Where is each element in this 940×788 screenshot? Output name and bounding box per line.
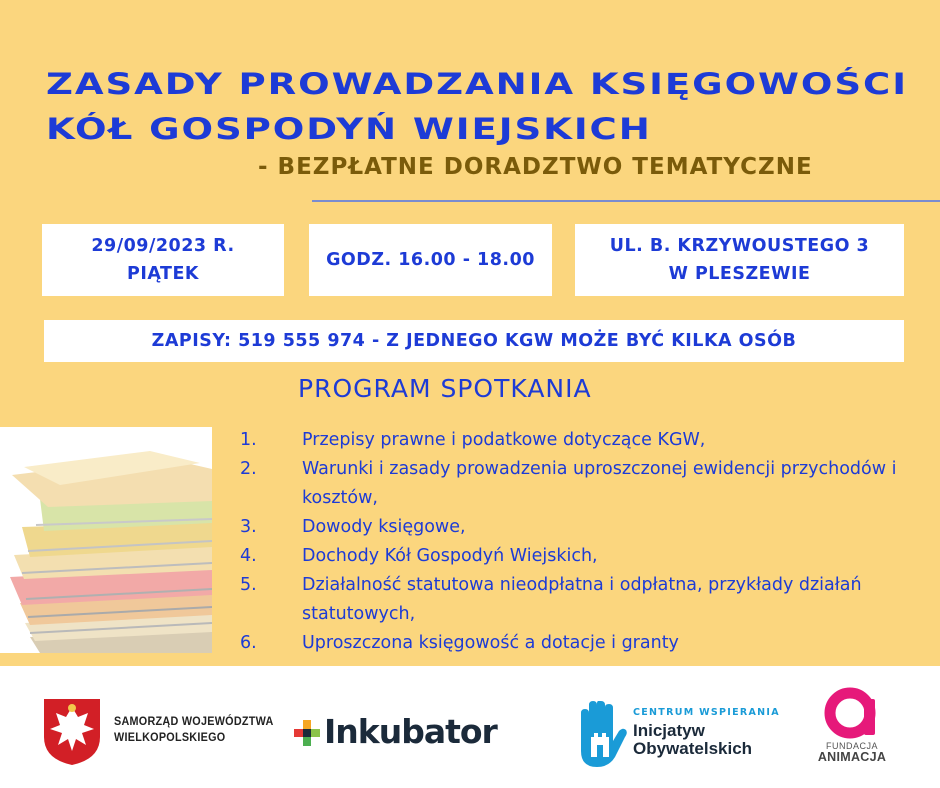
program-item: [240, 571, 930, 629]
cwio-line-2: Inicjatyw: [633, 721, 705, 740]
program-item: [240, 455, 930, 513]
folder-stack: [10, 451, 212, 653]
cwio-top-text: CENTRUM WSPIERANIA: [633, 707, 780, 718]
cwio-line-3: Obywatelskich: [633, 739, 753, 758]
hand-tower-icon: [571, 701, 633, 767]
program-item: [240, 542, 930, 571]
cwio-logo: [555, 697, 780, 769]
title-line-1: ZASADY PROWADZANIA KSIĘGOWOŚCI: [46, 67, 908, 101]
subtitle: - BEZPŁATNE DORADZTWO TEMATYCZNE: [258, 154, 813, 180]
program-item: [240, 629, 930, 658]
program-item-text: Dochody Kół Gospodyń Wiejskich,: [302, 546, 598, 566]
animacja-line-1: FUNDACJA: [825, 741, 878, 751]
program-item: [240, 513, 930, 542]
inkubator-logo: [294, 710, 534, 760]
program-item-text: Dowody księgowe,: [302, 517, 466, 537]
title-line-2: KÓŁ GOSPODYŃ WIEJSKICH: [46, 112, 652, 146]
location-box: [575, 224, 904, 296]
program-item-text: Warunki i zasady prowadzenia uproszczonej ewidencji przychodów i kosztów,: [302, 459, 897, 508]
program-item-number: 1.: [240, 430, 257, 450]
program-item: [240, 426, 930, 455]
time-box: [309, 224, 552, 296]
city-text: W PLESZEWIE: [668, 264, 811, 284]
program-item-text: Przepisy prawne i podatkowe dotyczące KGW,: [302, 430, 706, 450]
time-text: GODZ. 16.00 - 18.00: [326, 250, 535, 270]
program-item-number: 3.: [240, 517, 257, 537]
program-item-number: 2.: [240, 459, 257, 479]
program-list: [240, 426, 930, 658]
folders-illustration: [0, 427, 212, 653]
samorzad-line-1: SAMORZĄD WOJEWÓDZTWA: [114, 714, 274, 728]
signup-box: [44, 320, 904, 362]
program-item-number: 4.: [240, 546, 257, 566]
program-item-text: Działalność statutowa nieodpłatna i odpłatna, przykłady działań statutowych,: [302, 575, 862, 624]
inkubator-text: Inkubator: [324, 712, 497, 751]
address-text: UL. B. KRZYWOUSTEGO 3: [609, 236, 870, 256]
divider-line: [312, 200, 940, 202]
program-item-text: Uproszczona księgowość a dotacje i granty: [302, 633, 679, 653]
animacja-line-2: ANIMACJA: [817, 750, 887, 764]
signup-text: ZAPISY: 519 555 974 - Z JEDNEGO KGW MOŻE BYĆ KILKA OSÓB: [151, 331, 797, 351]
date-box: [42, 224, 284, 296]
date-text: 29/09/2023 R.: [91, 236, 235, 256]
inkubator-plus-icon: [294, 720, 320, 746]
weekday-text: PIĄTEK: [127, 264, 199, 284]
samorzad-line-2: WIELKOPOLSKIEGO: [114, 730, 226, 744]
coat-of-arms-icon: [42, 697, 102, 767]
animacja-a-icon: [804, 683, 900, 741]
animacja-logo: [804, 683, 900, 773]
program-item-number: 6.: [240, 633, 257, 653]
poster-title: [46, 62, 926, 152]
program-title: PROGRAM SPOTKANIA: [298, 374, 592, 403]
samorzad-logo: [42, 697, 272, 767]
program-item-number: 5.: [240, 575, 257, 595]
